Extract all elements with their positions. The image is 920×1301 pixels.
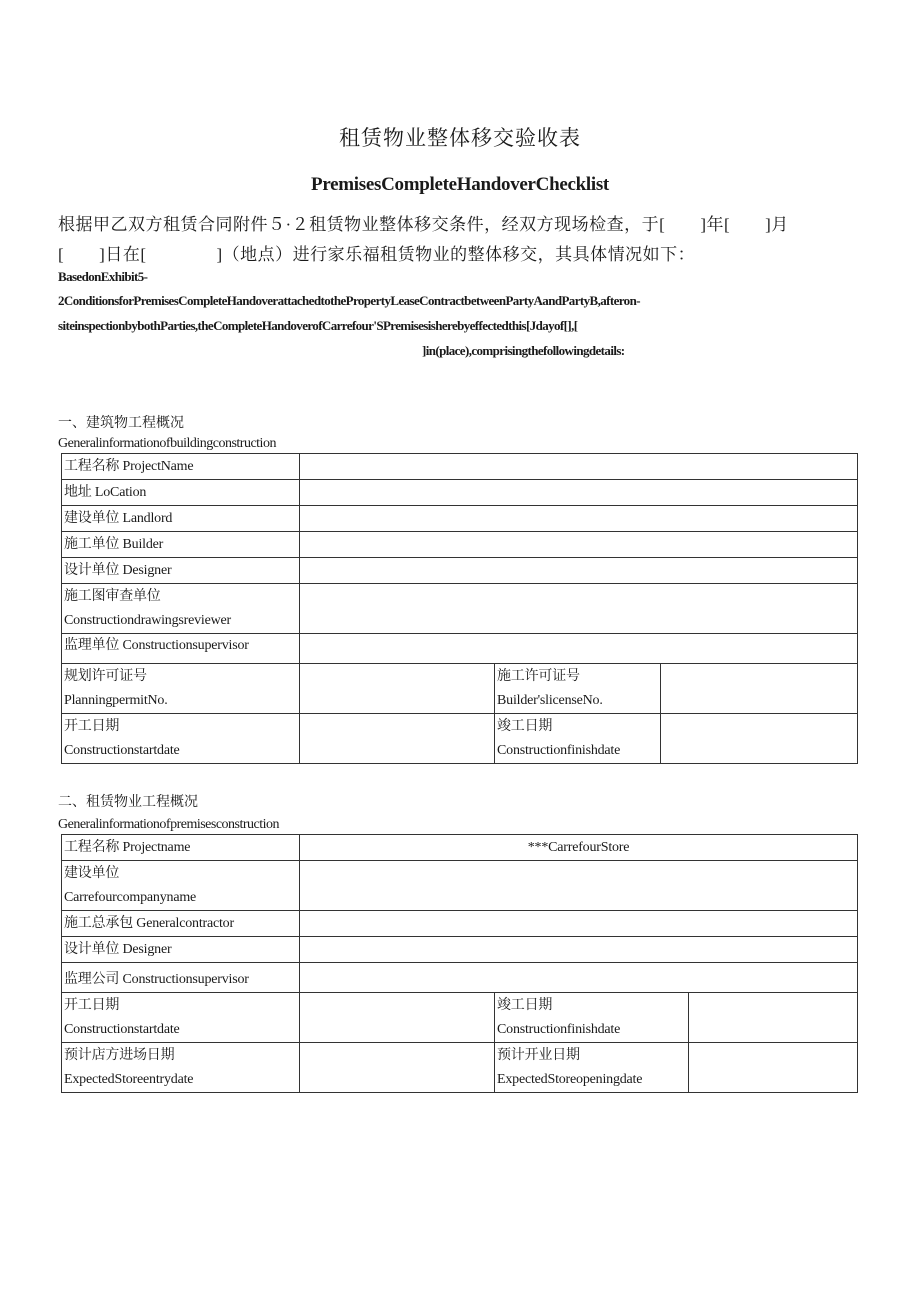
section1-heading-en: Generalinformationofbuildingconstruction xyxy=(58,436,276,451)
premises-finish-date-label-cn: 竣工日期 xyxy=(497,998,553,1013)
planning-permit-label-cn: 规划许可证号 xyxy=(64,669,147,684)
premises-info-table xyxy=(61,834,858,1093)
start-date-label-en: Constructionstartdate xyxy=(64,743,180,758)
start-date-value[interactable] xyxy=(300,714,495,764)
landlord-value[interactable] xyxy=(300,506,858,532)
intro-cn-line-2: [ ]日在[ ]（地点）进行家乐福租赁物业的整体移交，其具体情况如下： xyxy=(58,245,696,264)
company-value[interactable] xyxy=(300,861,858,911)
intro-en-line-2: 2ConditionsforPremisesCompleteHandoverattachedtothePropertyLeaseContractbetweenPartyAandPartyB,afteron- xyxy=(58,293,640,308)
location-value[interactable] xyxy=(300,480,858,506)
builder-license-label-cn: 施工许可证号 xyxy=(497,669,580,684)
planning-permit-label xyxy=(62,664,300,714)
premises-start-date-label xyxy=(62,993,300,1043)
store-entry-date-value[interactable] xyxy=(300,1043,495,1093)
section2-heading-cn: 二、租赁物业工程概况 xyxy=(58,795,198,810)
designer-value[interactable] xyxy=(300,558,858,584)
builder-license-label-en: Builder'slicenseNo. xyxy=(497,693,603,708)
finish-date-label-cn: 竣工日期 xyxy=(497,719,553,734)
section1-heading-cn: 一、建筑物工程概况 xyxy=(58,416,184,431)
premises-supervisor-label: 监理公司 Constructionsupervisor xyxy=(62,963,300,993)
premises-finish-date-label xyxy=(495,993,689,1043)
store-opening-date-label xyxy=(495,1043,689,1093)
intro-en-line-3: siteinspectionbybothParties,theCompleteHandoverofCarrefour'SPremisesisherebyeffectedthis[Jdayof[],[ xyxy=(58,318,578,333)
builder-license-value[interactable] xyxy=(661,664,858,714)
premises-supervisor-value[interactable] xyxy=(300,963,858,993)
reviewer-value[interactable] xyxy=(300,584,858,634)
store-opening-date-label-en: ExpectedStoreopeningdate xyxy=(497,1072,643,1087)
premises-finish-date-label-en: Constructionfinishdate xyxy=(497,1022,621,1037)
reviewer-label-en: Constructiondrawingsreviewer xyxy=(64,613,232,628)
store-opening-date-value[interactable] xyxy=(689,1043,858,1093)
premises-designer-label: 设计单位 Designer xyxy=(62,937,300,963)
page-title-cn: 租赁物业整体移交验收表 xyxy=(339,126,581,150)
builder-label: 施工单位 Builder xyxy=(62,532,300,558)
project-name-value[interactable] xyxy=(300,454,858,480)
finish-date-label-en: Constructionfinishdate xyxy=(497,743,621,758)
section2-heading-en: Generalinformationofpremisesconstruction xyxy=(58,817,280,832)
intro-cn-line-1: 根据甲乙双方租赁合同附件５·２租赁物业整体移交条件，经双方现场检查，于[ ]年[ ]月 xyxy=(58,215,789,234)
location-label: 地址 LoCation xyxy=(62,480,300,506)
premises-designer-value[interactable] xyxy=(300,937,858,963)
intro-en-line-4: ]in(place),comprisingthefollowingdetails: xyxy=(422,343,625,358)
builder-license-label xyxy=(495,664,661,714)
planning-permit-value[interactable] xyxy=(300,664,495,714)
reviewer-label-cn: 施工图审查单位 xyxy=(64,589,161,604)
designer-label: 设计单位 Designer xyxy=(62,558,300,584)
company-label-en: Carrefourcompanyname xyxy=(64,890,197,905)
premises-project-name-label: 工程名称 Projectname xyxy=(62,835,300,861)
store-entry-date-label xyxy=(62,1043,300,1093)
contractor-value[interactable] xyxy=(300,911,858,937)
premises-start-date-value[interactable] xyxy=(300,993,495,1043)
intro-en-line-1: BasedonExhibit5- xyxy=(58,269,148,284)
company-label xyxy=(62,861,300,911)
reviewer-label xyxy=(62,584,300,634)
store-entry-date-label-cn: 预计店方进场日期 xyxy=(64,1048,175,1063)
store-opening-date-label-cn: 预计开业日期 xyxy=(497,1048,580,1063)
premises-start-date-label-en: Constructionstartdate xyxy=(64,1022,180,1037)
supervisor-value[interactable] xyxy=(300,634,858,664)
contractor-label: 施工总承包 Generalcontractor xyxy=(62,911,300,937)
start-date-label xyxy=(62,714,300,764)
project-name-label: 工程名称 ProjectName xyxy=(62,454,300,480)
landlord-label: 建设单位 Landlord xyxy=(62,506,300,532)
premises-project-name-value[interactable]: ***CarrefourStore xyxy=(300,835,858,861)
page-title-en: PremisesCompleteHandoverChecklist xyxy=(311,174,609,195)
company-label-cn: 建设单位 xyxy=(64,866,120,881)
store-entry-date-label-en: ExpectedStoreentrydate xyxy=(64,1072,194,1087)
supervisor-label: 监理单位 Constructionsupervisor xyxy=(62,634,300,664)
builder-value[interactable] xyxy=(300,532,858,558)
start-date-label-cn: 开工日期 xyxy=(64,719,120,734)
building-info-table xyxy=(61,453,858,764)
finish-date-label xyxy=(495,714,661,764)
premises-finish-date-value[interactable] xyxy=(689,993,858,1043)
premises-start-date-label-cn: 开工日期 xyxy=(64,998,120,1013)
finish-date-value[interactable] xyxy=(661,714,858,764)
planning-permit-label-en: PlanningpermitNo. xyxy=(64,693,168,708)
